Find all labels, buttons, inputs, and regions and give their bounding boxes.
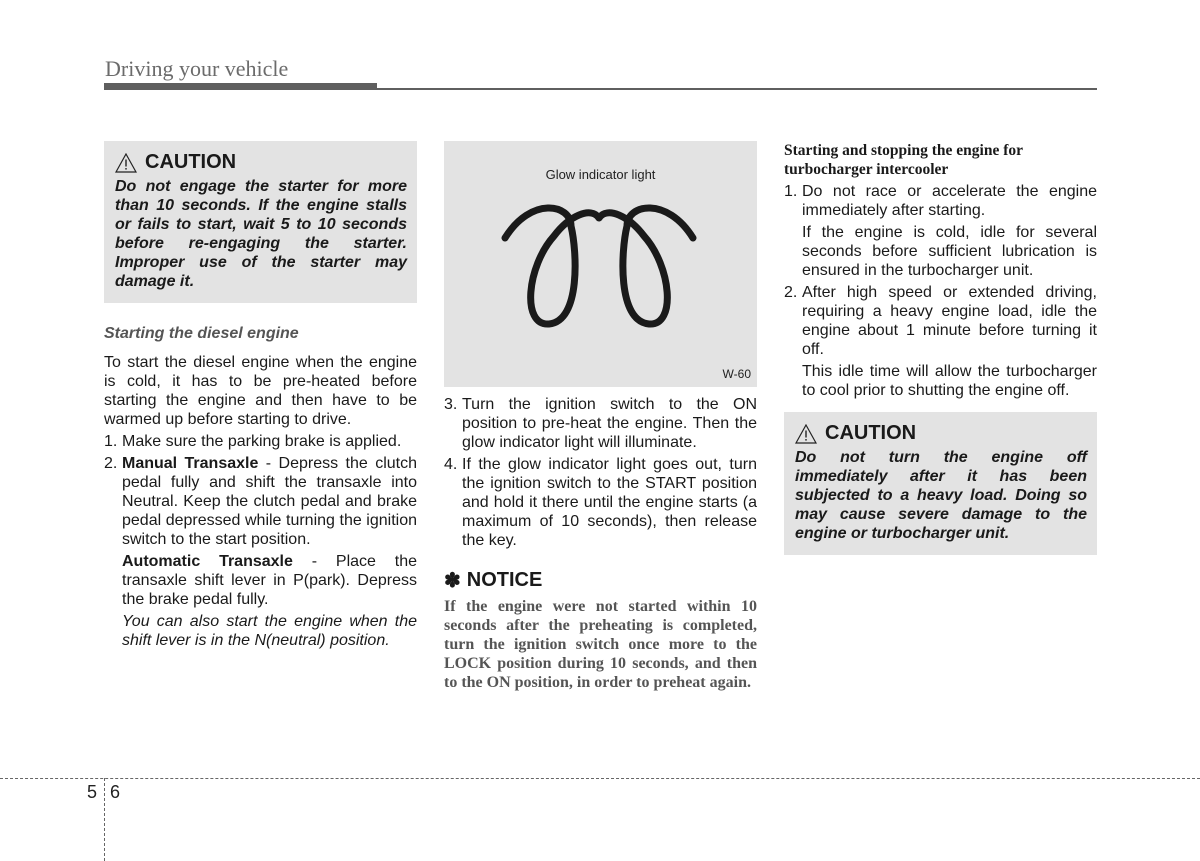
list-number: 1.: [104, 433, 118, 450]
list-text-rest: - Place the transaxle shift lever in P(park). Depress the brake pedal fully.: [122, 553, 417, 608]
column-right: [784, 141, 1097, 555]
notice-text: If the engine were not started within 10 seconds after the preheating is completed, turn the ignition switch once more to the LOCK position during 10 seconds, and then to the ON position, in order to preheat again.: [444, 598, 757, 691]
figure-code: W-60: [722, 367, 751, 381]
intro-paragraph: To start the diesel engine when the engine is cold, it has to be pre-heated before starting the engine and then have to be warmed up before starting to drive.: [104, 354, 417, 428]
list-bold-term: Automatic Transaxle: [122, 553, 293, 570]
list-number: 2.: [104, 455, 118, 472]
section-subheading: Starting the diesel engine: [104, 325, 299, 342]
page-number: 6: [110, 782, 121, 802]
caution-heading: [795, 422, 1087, 445]
list-text: Do not race or accelerate the engine immediately after starting.: [802, 183, 1097, 219]
glow-plug-indicator-icon: [499, 196, 699, 336]
warning-triangle-icon: [795, 424, 817, 444]
list-item: [784, 182, 1097, 220]
footer-divider: [104, 778, 105, 861]
list-number: 2.: [784, 284, 798, 301]
warning-triangle-icon: [115, 153, 137, 173]
list-text: [122, 454, 417, 549]
list-item: [444, 395, 757, 452]
list-number: 1.: [784, 183, 798, 200]
figure-caption: Glow indicator light: [545, 167, 656, 182]
list-number: 4.: [444, 456, 458, 473]
caution-heading: [115, 151, 407, 174]
list-continuation: [104, 552, 417, 609]
list-continuation: If the engine is cold, idle for several seconds before sufficient lubrication is ensured in the turbocharger unit.: [802, 224, 1097, 279]
column-left: [104, 141, 417, 653]
caution-title: CAUTION: [825, 422, 917, 444]
section-heading: Starting and stopping the engine for turbocharger intercooler: [784, 142, 1023, 178]
caution-text: Do not turn the engine off immediately after it has been subjected to a heavy load. Doing so may cause severe damage to the engine or turbocharger unit.: [795, 449, 1087, 542]
footer-rule: [0, 778, 1200, 779]
caution-box-turbo: [784, 412, 1097, 555]
list-bold-term: Manual Transaxle: [122, 455, 259, 472]
list-item: [784, 283, 1097, 359]
header-rule-accent: [104, 83, 377, 90]
caution-title: CAUTION: [145, 151, 237, 173]
list-text: Make sure the parking brake is applied.: [122, 433, 402, 450]
figure-glow-indicator: [444, 141, 757, 387]
list-number: 3.: [444, 396, 458, 413]
column-middle: [444, 141, 757, 692]
list-note: You can also start the engine when the shift lever is in the N(neutral) position.: [122, 613, 417, 649]
notice-star-icon: ✽: [444, 570, 461, 592]
list-text: Turn the ignition switch to the ON position to pre-heat the engine. Then the glow indicator light will illuminate.: [462, 396, 757, 451]
caution-text: Do not engage the starter for more than 10 seconds. If the engine stalls or fails to start, wait 5 to 10 seconds before re-engaging the starter. Improper use of the starter may damage it.: [115, 178, 407, 290]
list-item: [444, 455, 757, 550]
page-header-title: Driving your vehicle: [105, 56, 289, 81]
page-section-number: 5: [87, 782, 98, 802]
list-text: If the glow indicator light goes out, turn the ignition switch to the START position and hold it there until the engine starts (a maximum of 10 seconds), then release the key.: [462, 456, 757, 549]
list-item: [104, 454, 417, 549]
list-item: [104, 432, 417, 451]
list-text: After high speed or extended driving, requiring a heavy engine load, idle the engine about 1 minute before turning it off.: [802, 284, 1097, 358]
notice-heading: [444, 568, 757, 593]
caution-box-starter: [104, 141, 417, 303]
notice-title: NOTICE: [466, 569, 543, 591]
list-text-rest: - Depress the clutch pedal fully and shift the transaxle into Neutral. Keep the clutch pedal and brake pedal depressed while turning the ignition switch to the start position.: [122, 455, 418, 548]
list-continuation: This idle time will allow the turbocharger to cool prior to shutting the engine off.: [802, 363, 1097, 399]
